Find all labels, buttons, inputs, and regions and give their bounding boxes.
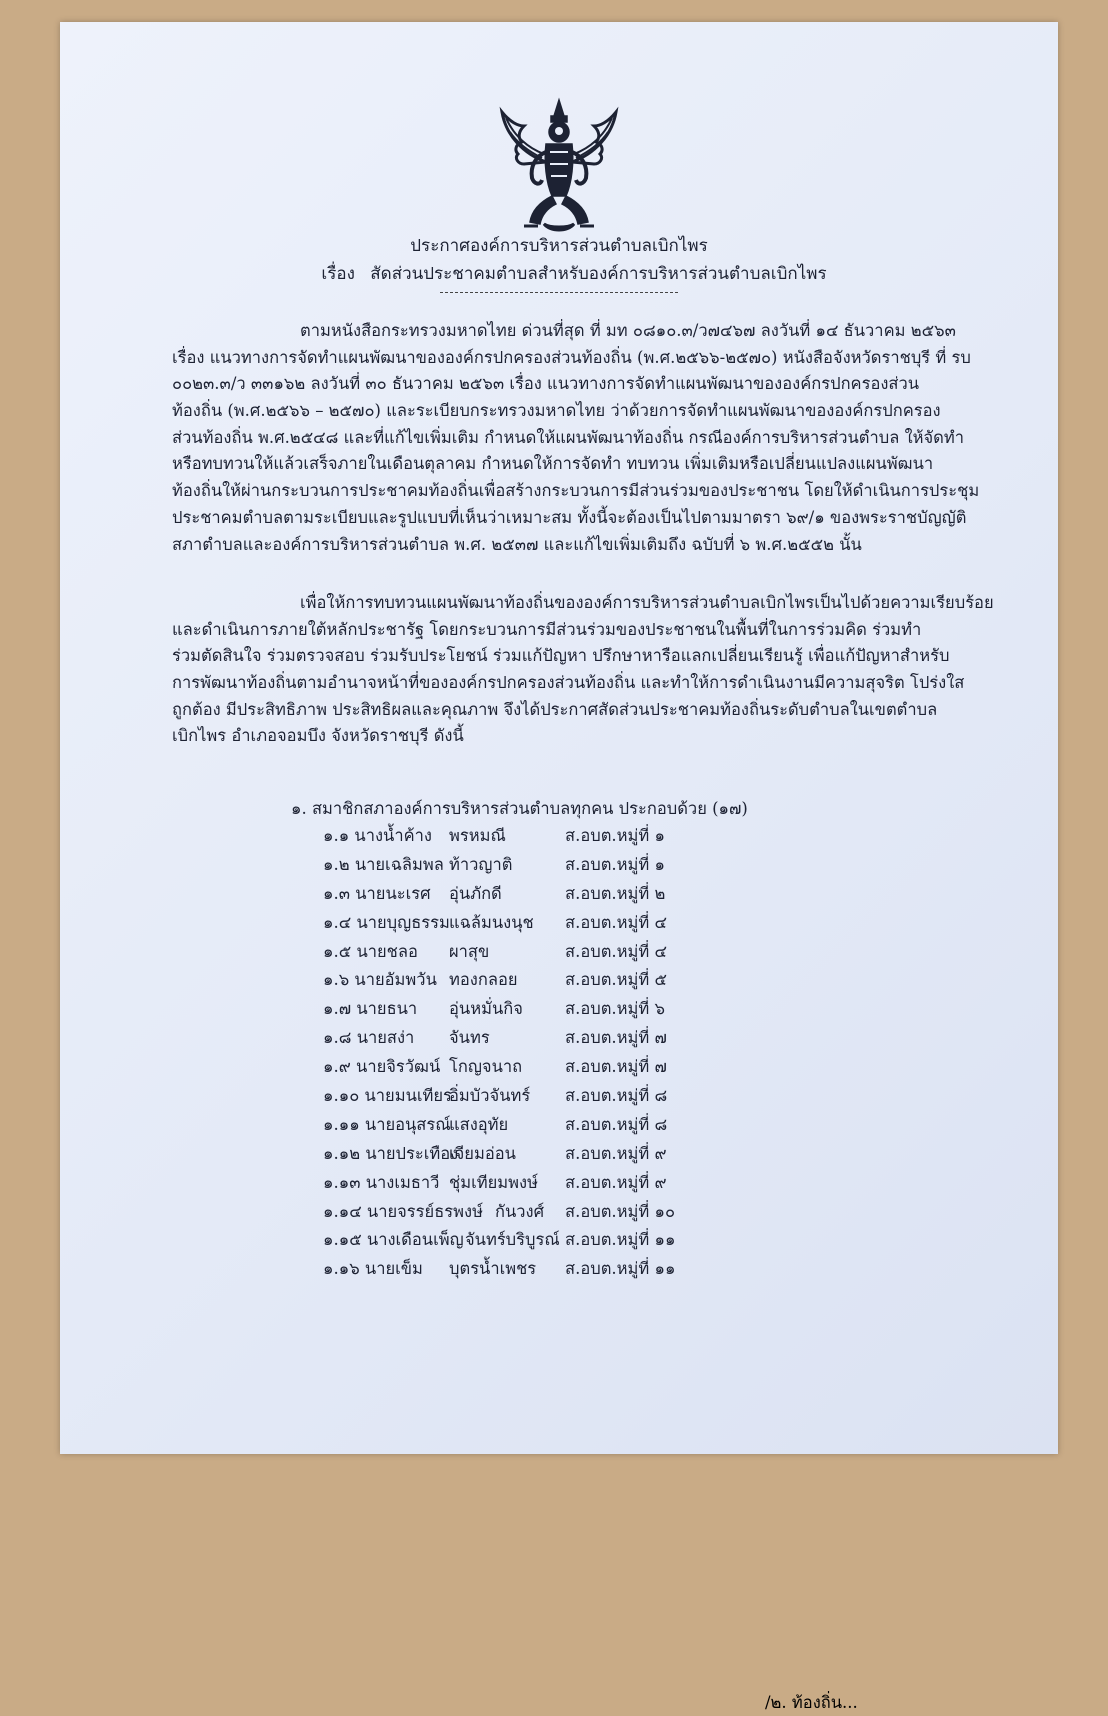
- member-position: ส.อบต.หมู่ที่ ๑๑: [565, 1259, 676, 1279]
- member-row: [323, 1170, 763, 1199]
- member-position: ส.อบต.หมู่ที่ ๘: [565, 1114, 668, 1134]
- member-name: ๑.๑๖ นายเข็ม: [323, 1259, 423, 1279]
- member-name: ๑.๑๓ นางเมธาวี: [323, 1172, 440, 1192]
- member-list: [323, 823, 763, 1285]
- paragraph-line: ส่วนท้องถิ่น พ.ศ.๒๕๔๘ และที่แก้ไขเพิ่มเติม กำหนดให้แผนพัฒนาท้องถิ่น กรณีองค์การบริหารส่วนตำบล ให้จัดทำ: [172, 427, 965, 447]
- member-position: ส.อบต.หมู่ที่ ๙: [565, 1172, 667, 1192]
- paragraph-line: ๐๐๒๓.๓/ว ๓๓๑๖๒ ลงวันที่ ๓๐ ธันวาคม ๒๕๖๓ เรื่อง แนวทางการจัดทำแผนพัฒนาขององค์กรปกครองส่วน: [172, 374, 920, 394]
- member-position: ส.อบต.หมู่ที่ ๘: [565, 1086, 668, 1106]
- member-name: ๑.๔ นายบุญธรรม: [323, 912, 450, 932]
- paragraph-line: ท้องถิ่นให้ผ่านกระบวนการประชาคมท้องถิ่นเพื่อสร้างกระบวนการมีส่วนร่วมของประชาชน โดยให้ดำเนินการประชุม: [172, 481, 980, 501]
- subject-text: สัดส่วนประชาคมตำบลสำหรับองค์การบริหารส่วนตำบลเบิกไพร: [370, 264, 827, 284]
- member-position: ส.อบต.หมู่ที่ ๑๑: [565, 1230, 676, 1250]
- member-name: ๑.๖ นายอัมพวัน: [323, 970, 437, 990]
- list-heading: ๑. สมาชิกสภาองค์การบริหารส่วนตำบลทุกคน ประกอบด้วย (๑๗): [291, 799, 748, 818]
- member-name: ๑.๑๐ นายมนเทียร: [323, 1086, 452, 1106]
- member-position: ส.อบต.หมู่ที่ ๔: [565, 941, 668, 961]
- member-name: ๑.๑๔ นายจรรย์ธรพงษ์: [323, 1201, 483, 1221]
- member-surname: บุตรน้ำเพชร: [449, 1259, 537, 1279]
- member-row: [323, 1112, 763, 1141]
- member-position: ส.อบต.หมู่ที่ ๕: [565, 970, 668, 990]
- member-position: ส.อบต.หมู่ที่ ๗: [565, 1057, 667, 1077]
- member-name: ๑.๗ นายธนา: [323, 999, 418, 1019]
- paragraph-2: [172, 590, 992, 750]
- member-position: ส.อบต.หมู่ที่ ๗: [565, 1028, 667, 1048]
- member-position: ส.อบต.หมู่ที่ ๒: [565, 883, 666, 903]
- paragraph-line: เบิกไพร อำเภอจอมบึง จังหวัดราชบุรี ดังนี้: [172, 726, 464, 746]
- member-surname: แฉล้มนงนุช: [449, 912, 534, 932]
- member-name: ๑.๒ นายเฉลิมพล: [323, 854, 444, 874]
- garuda-emblem-icon: [484, 92, 634, 242]
- paragraph-line: และดำเนินการภายใต้หลักประชารัฐ โดยกระบวนการมีส่วนร่วมของประชาชนในพื้นที่ในการร่วมคิด ร่วมทำ: [172, 619, 922, 639]
- member-surname: จันทร์บริบูรณ์: [465, 1230, 560, 1250]
- paragraph-line: ประชาคมตำบลตามระเบียบและรูปแบบที่เห็นว่าเหมาะสม ทั้งนี้จะต้องเป็นไปตามมาตรา ๖๙/๑ ของพระราชบัญญัติ: [172, 507, 967, 527]
- member-row: [323, 1054, 763, 1083]
- continuation-note: /๒. ท้องถิ่น...: [765, 1693, 858, 1712]
- member-name: ๑.๕ นายชลอ: [323, 941, 418, 961]
- paragraph-1: [172, 318, 992, 558]
- member-position: ส.อบต.หมู่ที่ ๖: [565, 999, 666, 1019]
- member-row: [323, 1141, 763, 1170]
- member-position: ส.อบต.หมู่ที่ ๑: [565, 826, 666, 845]
- member-surname: ชุ่มเทียมพงษ์: [449, 1172, 538, 1192]
- subject-label: เรื่อง: [321, 264, 355, 284]
- member-row: [323, 1256, 763, 1285]
- member-row: [323, 939, 763, 968]
- paragraph-line: หรือทบทวนให้แล้วเสร็จภายในเดือนตุลาคม กำหนดให้การจัดทำ ทบทวน เพิ่มเติมหรือเปลี่ยนแปลงแผนพัฒนา: [172, 454, 934, 474]
- announcement-subject: [60, 260, 1058, 287]
- member-row: [323, 1083, 763, 1112]
- member-surname: กันวงศ์: [495, 1201, 545, 1221]
- member-surname: ผาสุข: [449, 941, 490, 961]
- title-separator: [440, 292, 678, 293]
- member-name: ๑.๙ นายจิรวัฒน์: [323, 1057, 441, 1077]
- member-row: [323, 852, 763, 881]
- paragraph-line: เพื่อให้การทบทวนแผนพัฒนาท้องถิ่นขององค์การบริหารส่วนตำบลเบิกไพรเป็นไปด้วยความเรียบร้อย: [300, 593, 994, 612]
- member-surname: เจียมอ่อน: [449, 1143, 516, 1163]
- member-surname: พรหมณี: [449, 826, 506, 845]
- member-surname: อิ่มบัวจันทร์: [449, 1086, 531, 1106]
- paragraph-line: ร่วมตัดสินใจ ร่วมตรวจสอบ ร่วมรับประโยชน์ ร่วมแก้ปัญหา ปรึกษาหารือแลกเปลี่ยนเรียนรู้ เพื่อแก้ปัญหาสำหรับ: [172, 646, 950, 666]
- member-position: ส.อบต.หมู่ที่ ๑: [565, 854, 666, 874]
- paragraph-line: เรื่อง แนวทางการจัดทำแผนพัฒนาขององค์กรปกครองส่วนท้องถิ่น (พ.ศ.๒๕๖๖-๒๕๗๐) หนังสือจังหวัดราชบุรี ที่ รบ: [172, 347, 971, 367]
- member-name: ๑.๑๑ นายอนุสรณ์: [323, 1114, 451, 1134]
- paragraph-line: ตามหนังสือกระทรวงมหาดไทย ด่วนที่สุด ที่ มท ๐๘๑๐.๓/ว๗๔๖๗ ลงวันที่ ๑๔ ธันวาคม ๒๕๖๓: [300, 321, 956, 340]
- member-position: ส.อบต.หมู่ที่ ๙: [565, 1143, 667, 1163]
- member-surname: ทองกลอย: [449, 970, 518, 990]
- member-row: [323, 910, 763, 939]
- announcement-title: ประกาศองค์การบริหารส่วนตำบลเบิกไพร: [410, 236, 708, 256]
- member-row: [323, 1199, 763, 1228]
- member-surname: อุ่นภักดี: [449, 883, 502, 903]
- member-position: ส.อบต.หมู่ที่ ๑๐: [565, 1201, 676, 1221]
- member-row: [323, 881, 763, 910]
- document-page: [60, 22, 1058, 1454]
- member-surname: จันทร: [449, 1028, 490, 1048]
- member-surname: อุ่นหมั่นกิจ: [449, 999, 523, 1019]
- member-name: ๑.๓ นายนะเรศ: [323, 883, 431, 903]
- member-surname: โกญจนาถ: [449, 1057, 523, 1077]
- paragraph-line: ถูกต้อง มีประสิทธิภาพ ประสิทธิผลและคุณภาพ จึงได้ประกาศสัดส่วนประชาคมท้องถิ่นระดับตำบลในเขตตำบล: [172, 699, 938, 719]
- member-name: ๑.๑ นางน้ำค้าง: [323, 826, 432, 845]
- paragraph-line: สภาตำบลและองค์การบริหารส่วนตำบล พ.ศ. ๒๕๓๗ และแก้ไขเพิ่มเติมถึง ฉบับที่ ๖ พ.ศ.๒๕๕๒ นั้น: [172, 534, 862, 554]
- member-name: ๑.๑๒ นายประเทือง: [323, 1143, 459, 1163]
- paragraph-line: ท้องถิ่น (พ.ศ.๒๕๖๖ – ๒๕๗๐) และระเบียบกระทรวงมหาดไทย ว่าด้วยการจัดทำแผนพัฒนาขององค์กรปกครอง: [172, 401, 941, 421]
- member-name: ๑.๘ นายสง่า: [323, 1028, 415, 1048]
- paragraph-line: การพัฒนาท้องถิ่นตามอำนาจหน้าที่ขององค์กรปกครองส่วนท้องถิ่น และทำให้การดำเนินงานมีความสุจริต โปร่งใส: [172, 673, 965, 693]
- member-row: [323, 967, 763, 996]
- member-row: [323, 1025, 763, 1054]
- member-surname: แสงอุทัย: [449, 1114, 509, 1134]
- member-name: ๑.๑๕ นางเดือนเพ็ญ: [323, 1230, 464, 1250]
- member-surname: ท้าวญาติ: [449, 854, 513, 874]
- member-position: ส.อบต.หมู่ที่ ๔: [565, 912, 668, 932]
- member-row: [323, 996, 763, 1025]
- member-row: [323, 1227, 763, 1256]
- member-row: [323, 823, 763, 852]
